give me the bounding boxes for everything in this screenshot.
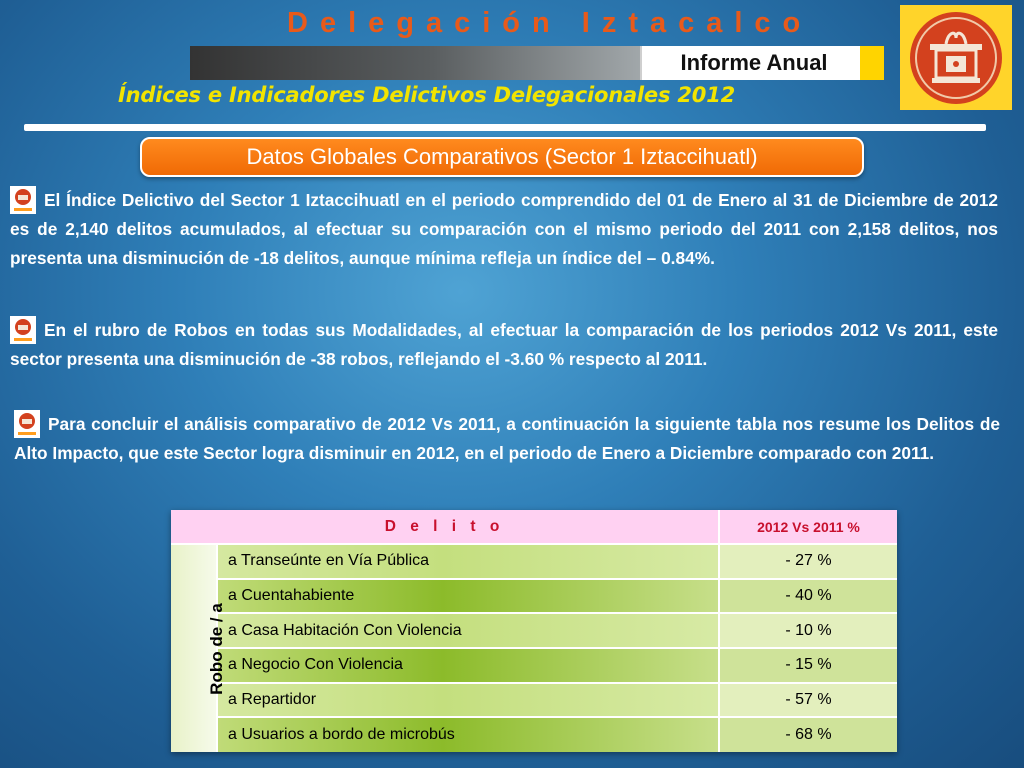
crime-name: a Transeúnte en Vía Pública xyxy=(217,544,719,579)
table-row xyxy=(171,648,897,683)
crime-percent: - 27 % xyxy=(719,544,897,579)
paragraph-3-text: Para concluir el análisis comparativo de 2012 Vs 2011, a continuación la siguiente tabla nos resume los Delitos de Alto Impacto, que este Sector logra disminuir en 2012, en el periodo de Enero a Diciembre comparado con 2011. xyxy=(14,414,1000,463)
report-label: Informe Anual xyxy=(680,50,828,75)
paragraph-2-text: En el rubro de Robos en todas sus Modalidades, al efectuar la comparación de los periodos 2012 Vs 2011, este sector presenta una disminución de -38 robos, reflejando el -3.60 % respecto al 2011. xyxy=(10,320,998,369)
high-impact-crimes-table xyxy=(171,510,897,752)
crime-name: a Cuentahabiente xyxy=(217,579,719,614)
delegation-seal-icon xyxy=(14,410,40,438)
crime-name: a Negocio Con Violencia xyxy=(217,648,719,683)
delegation-seal-icon xyxy=(10,186,36,214)
paragraph-2 xyxy=(10,316,998,374)
paragraph-1-text: El Índice Delictivo del Sector 1 Iztaccihuatl en el periodo comprendido del 01 de Enero al 31 de Diciembre de 2012 es de 2,140 delitos acumulados, al efectuar su comparación con el mismo periodo del 2011 con 2,158 delitos, nos presenta una disminución de -18 delitos, aunque mínima refleja un índice del – 0.84%. xyxy=(10,190,998,268)
header-band-accent xyxy=(860,46,884,80)
report-label-box xyxy=(640,46,884,80)
table-row xyxy=(171,544,897,579)
page-title: Delegación Iztacalco xyxy=(287,7,813,39)
crime-name: a Casa Habitación Con Violencia xyxy=(217,613,719,648)
paragraph-3 xyxy=(14,410,1000,468)
paragraph-1 xyxy=(10,186,998,273)
page-subtitle: Índices e Indicadores Delictivos Delegacionales 2012 xyxy=(118,83,736,107)
crime-percent: - 15 % xyxy=(719,648,897,683)
table-row xyxy=(171,613,897,648)
delegation-seal-icon xyxy=(10,316,36,344)
percent-header: 2012 Vs 2011 % xyxy=(719,510,897,544)
crime-name: a Repartidor xyxy=(217,683,719,718)
crime-percent: - 40 % xyxy=(719,579,897,614)
table-row xyxy=(171,683,897,718)
section-title-box xyxy=(140,137,864,177)
table-header-row xyxy=(171,510,897,544)
table-row xyxy=(171,579,897,614)
group-label-cell xyxy=(171,544,226,752)
table-row xyxy=(171,717,897,752)
delegation-seal-icon xyxy=(906,10,1006,106)
header-divider xyxy=(24,124,986,131)
crime-name: a Usuarios a bordo de microbús xyxy=(217,717,719,752)
crime-percent: - 68 % xyxy=(719,717,897,752)
group-label: Robo de / a xyxy=(206,602,226,695)
section-title: Datos Globales Comparativos (Sector 1 Iztaccihuatl) xyxy=(246,144,758,169)
delito-header: D e l i t o xyxy=(171,510,719,544)
delegation-logo xyxy=(900,5,1012,110)
crime-percent: - 57 % xyxy=(719,683,897,718)
crime-percent: - 10 % xyxy=(719,613,897,648)
